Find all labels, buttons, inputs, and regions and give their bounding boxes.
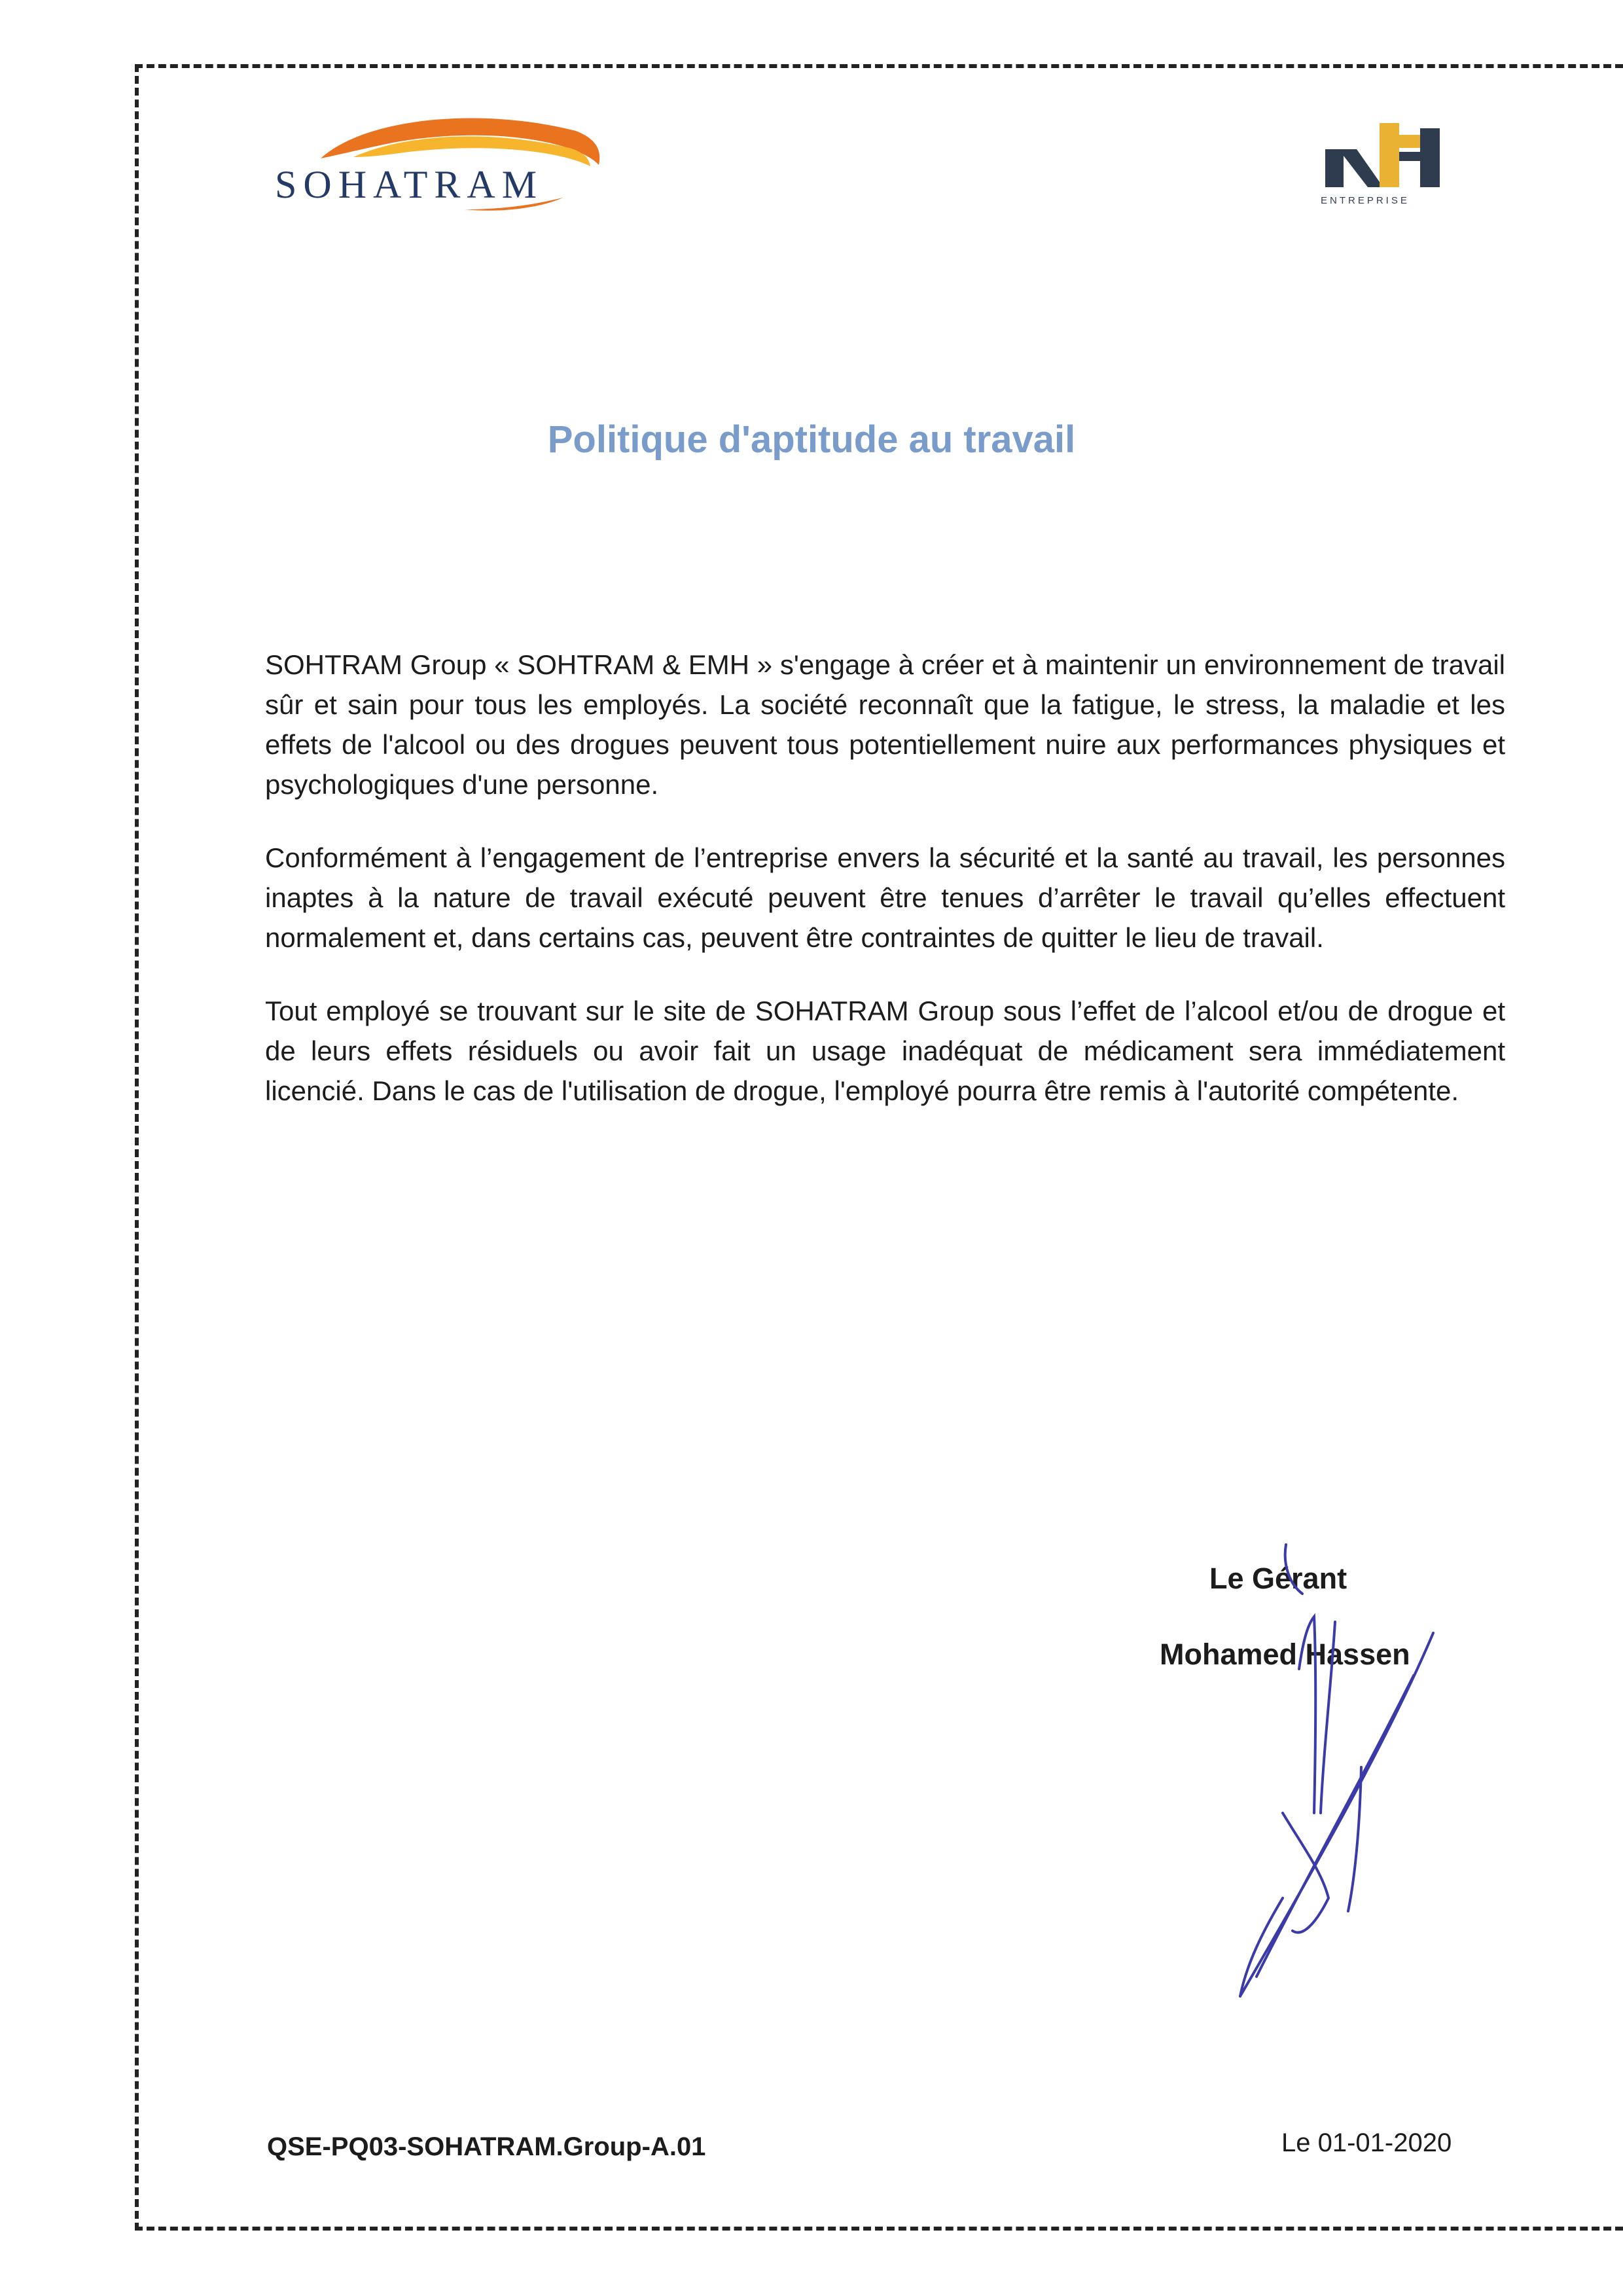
sohatram-logo-text: SOHATRAM — [275, 163, 544, 206]
document-date: Le 01-01-2020 — [1281, 2128, 1452, 2157]
policy-paragraph: Conformément à l’engagement de l’entreprise envers la sécurité et la santé au travail, les personnes inaptes à la nature de travail exécuté peuvent être tenues d’arrêter le travail qu’elles effectuent normalement et, dans certains cas, peuvent être contraintes de quitter le lieu de travail. — [265, 842, 1505, 953]
document-title: Politique d'aptitude au travail — [547, 418, 1076, 461]
policy-paragraph: Tout employé se trouvant sur le site de SOHATRAM Group sous l’effet de l’alcool et/ou de drogue et de leurs effets résiduels ou avoir fait un usage inadéquat de médicament sera immédiatement licencié. Dans le cas de l'utilisation de drogue, l'employé pourra être remis à l'autorité compétente. — [265, 996, 1505, 1106]
emh-logo-icon — [1315, 123, 1459, 192]
emh-logo — [1315, 123, 1472, 215]
policy-paragraph: SOHTRAM Group « SOHTRAM & EMH » s'engage à créer et à maintenir un environnement de travail sûr et sain pour tous les employés. La société reconnaît que la fatigue, le stress, la maladie et les effets de l'alcool ou des drogues peuvent tous potentiellement nuire aux performances physiques et psychologiques d'une personne. — [265, 649, 1505, 800]
handwritten-signature-icon — [1152, 1505, 1479, 2016]
emh-logo-caption: ENTREPRISE — [1321, 195, 1410, 206]
sohatram-logo — [268, 111, 687, 216]
document-reference: QSE-PQ03-SOHATRAM.Group-A.01 — [267, 2132, 706, 2161]
policy-body — [265, 645, 1505, 1144]
signatory-role: Le Gérant — [1209, 1562, 1347, 1595]
signatory-name: Mohamed Hassen — [1160, 1638, 1410, 1671]
